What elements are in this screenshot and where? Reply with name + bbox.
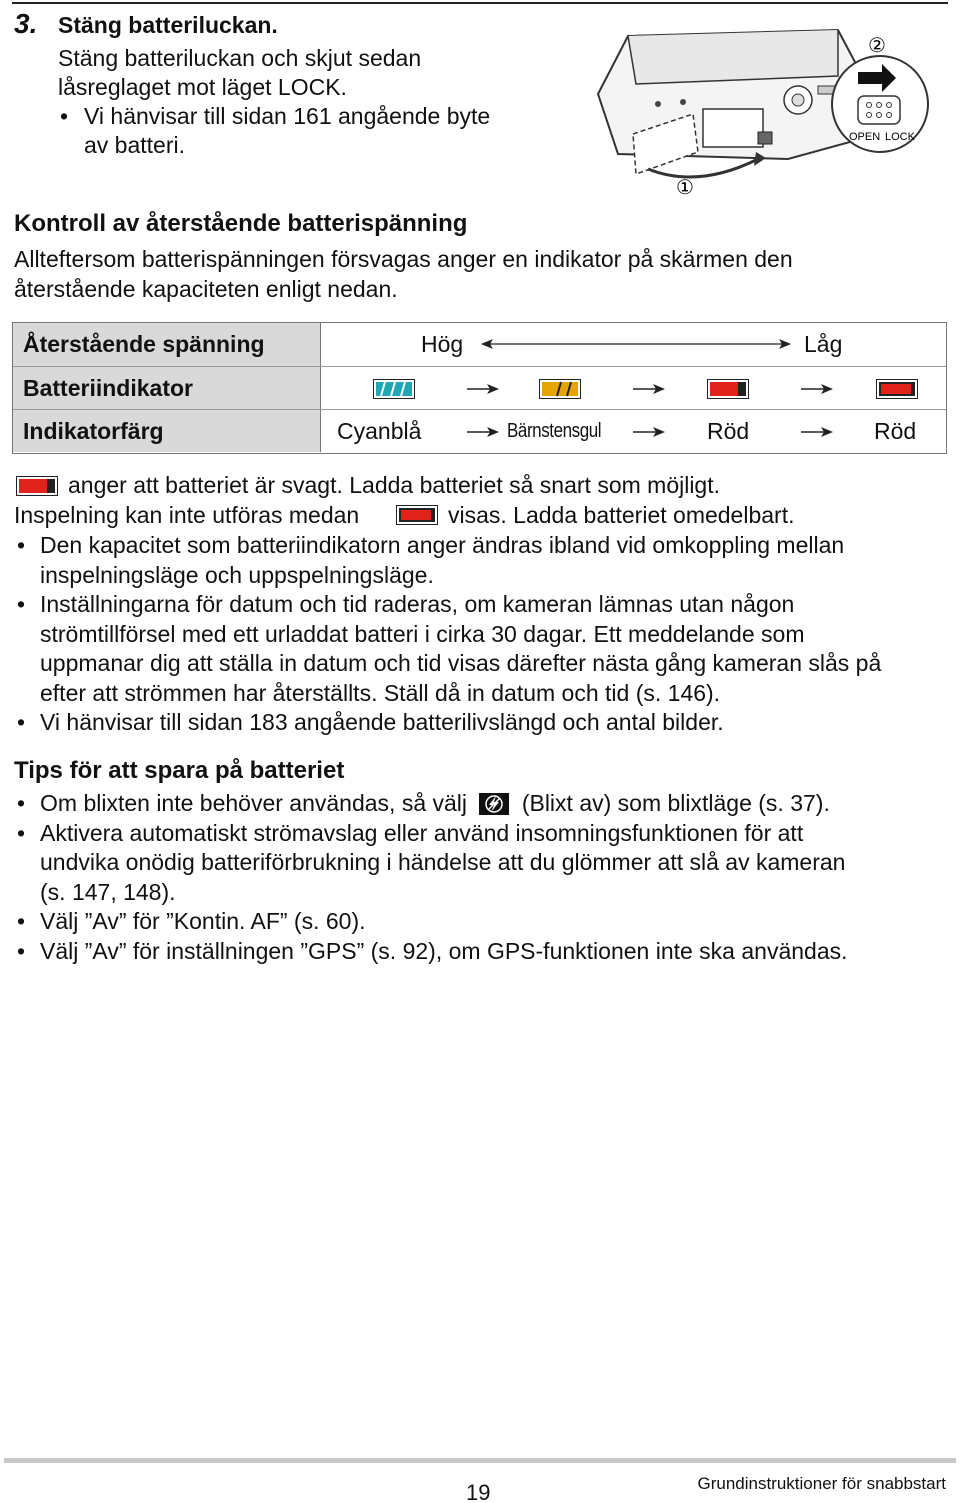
list-item: [14, 819, 949, 908]
indicator-cell: [321, 367, 946, 409]
battery-empty-inline-icon: [396, 505, 438, 525]
tips-heading: Tips för att spara på batteriet: [14, 757, 345, 784]
battery-full-icon: [373, 379, 415, 399]
step-body: [58, 44, 538, 160]
list-line: • Aktivera automatiskt strömavslag eller använd insomningsfunktionen för att: [40, 819, 804, 846]
header-remaining-voltage: Återstående spänning: [13, 323, 321, 366]
note-recording-blocked: Inspelning kan inte utföras medan: [14, 502, 360, 528]
voltage-intro: [14, 244, 793, 304]
list-line: • Vi hänvisar till sidan 183 angående batterilivslängd och antal bilder.: [40, 709, 724, 735]
battery-low-icon: [707, 379, 749, 399]
color-amber: Bärnstensgul: [507, 420, 602, 442]
arrow-right-icon: [633, 426, 665, 438]
voltage-heading: Kontroll av återstående batterispänning: [14, 210, 468, 237]
double-arrow-icon: [481, 337, 791, 351]
tips-list: [14, 789, 949, 966]
tip-text: Om blixten inte behöver användas, så välj: [40, 790, 468, 816]
list-line: • Den kapacitet som batteriindikatorn anger ändras ibland vid omkoppling mellan: [40, 532, 845, 558]
label-low: Låg: [804, 331, 843, 357]
table-row-color: [13, 409, 946, 452]
step-bullet: [58, 102, 538, 160]
footer-rule: [4, 1458, 956, 1463]
intro-line: återstående kapaciteten enligt nedan.: [14, 276, 398, 302]
color-red-2: Röd: [874, 418, 917, 444]
list-item: [14, 531, 949, 590]
list-item: • Välj ”Av” för inställningen ”GPS” (s. 92), om GPS-funktionen inte ska användas.: [14, 937, 949, 967]
note-low-battery: anger att batteriet är svagt. Ladda batteriet så snart som möjligt.: [68, 472, 721, 498]
list-line: undvika onödig batteriförbrukning i händelse att du glömmer att slå av kameran: [40, 849, 846, 875]
battery-medium-icon: [539, 379, 581, 399]
arrow-right-icon: [801, 383, 833, 395]
list-line: (s. 147, 148).: [40, 878, 176, 905]
callout-2: ②: [868, 33, 886, 57]
step-line: Stäng batteriluckan och skjut sedan: [58, 45, 422, 71]
step-number: 3.: [14, 8, 38, 39]
list-line: inspelningsläge och uppspelningsläge.: [40, 561, 434, 588]
page-number: 19: [466, 1480, 491, 1503]
lock-label: LOCK: [885, 131, 915, 143]
camera-battery-cover-illustration: [588, 24, 948, 204]
tip-text: (Blixt av) som blixtläge (s. 37).: [521, 790, 830, 816]
label-high: Hög: [421, 331, 464, 357]
list-item: [14, 708, 949, 738]
battery-empty-icon: [876, 379, 918, 399]
callout-1: ①: [676, 175, 694, 199]
list-item: [14, 789, 949, 819]
list-line: uppmanar dig att ställa in datum och tid visas därefter nästa gång kameran slås på: [40, 650, 882, 676]
step-bullet-line: av batteri.: [84, 132, 185, 158]
intro-line: Allteftersom batterispänningen försvagas anger en indikator på skärmen den: [14, 246, 793, 272]
list-line: • Inställningarna för datum och tid raderas, om kameran lämnas utan någon: [40, 591, 795, 617]
list-item: [14, 590, 949, 708]
battery-low-inline-icon: [16, 476, 58, 496]
arrow-right-icon: [467, 383, 499, 395]
step-title: Stäng batteriluckan.: [58, 12, 278, 38]
open-label: OPEN: [849, 131, 881, 143]
flash-off-icon: [479, 793, 509, 815]
color-cell: [321, 410, 946, 452]
header-battery-indicator: Batteriindikator: [13, 367, 321, 409]
step-line: låsreglaget mot läget LOCK.: [58, 74, 347, 100]
voltage-cell: [321, 323, 946, 366]
arrow-right-icon: [801, 426, 833, 438]
table-row-voltage: [13, 323, 946, 366]
note-charge-now: visas. Ladda batteriet omedelbart.: [448, 502, 795, 528]
list-line: efter att strömmen har återställts. Ställ då in datum och tid (s. 146).: [40, 679, 721, 706]
footer-section-title: Grundinstruktioner för snabbstart: [697, 1474, 946, 1493]
top-rule: [12, 2, 948, 4]
step-bullet-line: • Vi hänvisar till sidan 161 angående byte: [84, 103, 491, 129]
table-row-indicator: [13, 366, 946, 409]
header-indicator-color: Indikatorfärg: [13, 410, 321, 452]
arrow-right-icon: [633, 383, 665, 395]
battery-notes-list: [14, 531, 949, 738]
color-cyan: Cyanblå: [337, 418, 422, 444]
arrow-right-icon: [467, 426, 499, 438]
list-item: • Välj ”Av” för ”Kontin. AF” (s. 60).: [14, 907, 949, 937]
list-line: strömtillförsel med ett urladdat batteri i cirka 30 dagar. Ett meddelande som: [40, 620, 805, 647]
battery-indicator-table: [12, 322, 947, 454]
color-red: Röd: [707, 418, 750, 444]
